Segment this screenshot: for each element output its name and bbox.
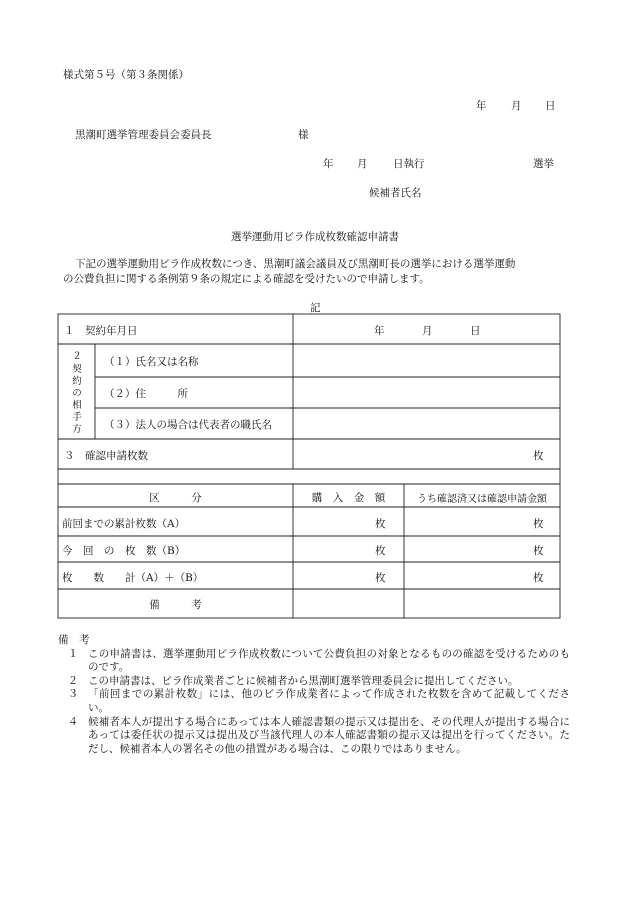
- party-char: の: [72, 388, 82, 399]
- document-title: 選挙運動用ビラ作成枚数確認申請書: [231, 231, 399, 243]
- row-total-unit2: 枚: [533, 572, 544, 584]
- header-purchase-amount: 購 入 金 額: [311, 492, 386, 504]
- notes-section: [58, 634, 570, 756]
- election-year: 年: [323, 158, 334, 170]
- ki-label: 記: [310, 302, 321, 314]
- note-text: この申請書は、ビラ作成業者ごとに候補者から黒潮町選挙管理委員会に提出してください。: [88, 674, 519, 687]
- addressee: 黒潮町選挙管理委員会委員長: [75, 129, 212, 141]
- party-number: ２: [72, 351, 82, 362]
- row-previous-unit2: 枚: [533, 518, 544, 530]
- row-total-label: 枚 数 計（A）＋（B）: [62, 572, 204, 584]
- note-item: [58, 648, 570, 675]
- contract-date-month: 月: [422, 325, 433, 337]
- intro-line-1: 下記の選挙運動用ビラ作成枚数につき、黒潮町議会議員及び黒潮町長の選挙における選挙運動: [75, 258, 516, 270]
- header-category: 区 分: [149, 492, 202, 504]
- note-number: ４: [67, 715, 79, 728]
- party-char: 方: [72, 424, 82, 435]
- row-current-label: 今 回 の 枚 数（B）: [62, 545, 186, 557]
- row-current-unit1: 枚: [375, 545, 386, 557]
- party-char: 約: [72, 376, 82, 387]
- date-day: 日: [545, 100, 556, 112]
- notes-heading: 備 考: [58, 634, 90, 646]
- note-item: [58, 688, 570, 715]
- candidate-label: 候補者氏名: [369, 187, 422, 199]
- header-confirmed-amount: うち確認済又は確認申請金額: [417, 494, 547, 505]
- contract-date-year: 年: [374, 325, 385, 337]
- note-text: 「前回までの累計枚数」には、他のビラ作成業者によって作成された枚数を含めて記載してください。: [88, 688, 570, 714]
- contract-date-day: 日: [470, 325, 481, 337]
- row-current-unit2: 枚: [533, 545, 544, 557]
- party-row-representative: （３）法人の場合は代表者の職氏名: [104, 419, 272, 431]
- date-year: 年: [476, 100, 487, 112]
- note-number: １: [67, 647, 79, 660]
- party-row-name: （１）氏名又は名称: [104, 356, 199, 368]
- note-text: この申請書は、選挙運動用ビラ作成枚数について公費負担の対象となるものの確認を受けるためのものです。: [88, 647, 570, 674]
- note-number: ３: [67, 688, 79, 701]
- row-previous-label: 前回までの累計枚数（A）: [62, 518, 186, 530]
- date-month: 月: [511, 100, 522, 112]
- note-item: [58, 716, 570, 757]
- remarks-label: 備 考: [149, 599, 202, 611]
- election-suffix: 選挙: [533, 158, 554, 170]
- note-text: 候補者本人が提出する場合にあっては本人確認書類の提示又は提出を、その代理人が提出する場合にあっては委任状の提示又は提出及び当該代理人の本人確認書類の提示又は提出を行ってください。ただし、候補者本人の署名その他の措置がある場合は、この限りではありません。: [88, 715, 570, 755]
- row-previous-unit1: 枚: [375, 518, 386, 530]
- party-char: 相: [72, 400, 82, 411]
- row-total-unit1: 枚: [375, 572, 386, 584]
- request-count-unit: 枚: [533, 450, 544, 462]
- party-char: 手: [72, 412, 82, 423]
- election-day: 日執行: [393, 158, 425, 170]
- contract-date-label: １ 契約年月日: [64, 325, 138, 337]
- intro-line-2: の公費負担に関する条例第９条の規定による確認を受けたいので申請します。: [63, 273, 430, 285]
- note-item: [58, 675, 570, 689]
- party-char: 契: [72, 364, 82, 375]
- request-count-label: ３ 確認申請枚数: [64, 450, 148, 462]
- form-number: 様式第５号（第３条関係）: [63, 69, 189, 81]
- note-number: ２: [67, 674, 79, 687]
- election-month: 月: [357, 158, 368, 170]
- honorific: 様: [298, 129, 309, 141]
- party-row-address: （２）住 所: [104, 388, 188, 400]
